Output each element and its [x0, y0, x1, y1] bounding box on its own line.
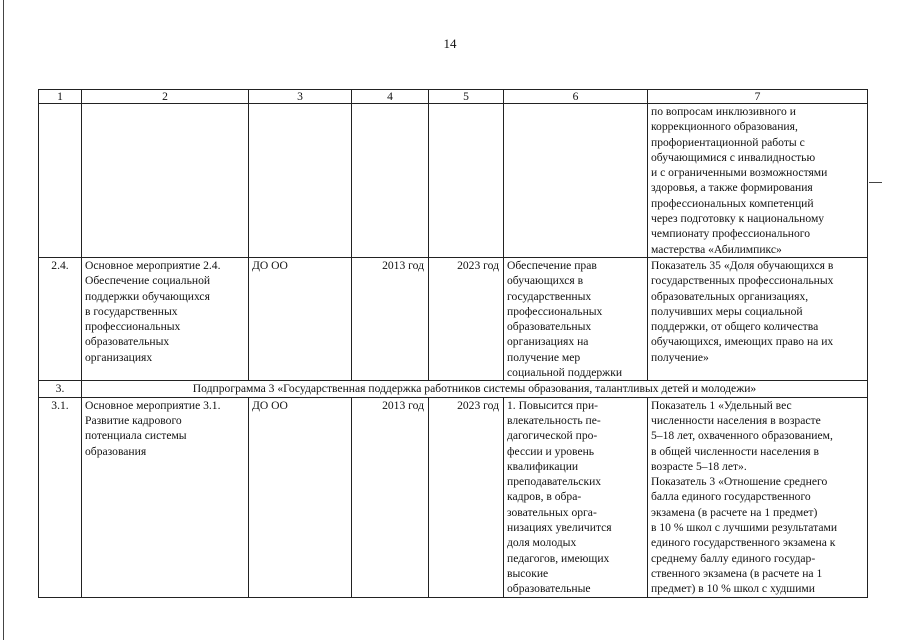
text-line: мастерства «Абилимпикс»	[651, 242, 782, 256]
cell-num: 3.1.	[39, 397, 82, 597]
text-line: предмет) в 10 % школ с худшими	[651, 582, 815, 596]
column-number: 7	[648, 90, 868, 104]
text-line: организациях на	[507, 335, 589, 349]
text-line: профессиональных компетенций	[651, 196, 814, 210]
text-line: чемпионату профессионального	[651, 227, 811, 241]
text-line: фессии и уровень	[507, 444, 595, 458]
text-line: получение»	[651, 350, 709, 364]
cell-num: 2.4.	[39, 257, 82, 380]
text-line: Основное мероприятие 3.1.	[85, 398, 221, 412]
text-line: социальной поддержки	[507, 366, 623, 380]
cell-result	[504, 257, 648, 380]
text-line: образовательных	[507, 320, 592, 334]
cell-start	[352, 104, 429, 258]
text-line: потенциала системы	[85, 429, 187, 443]
text-line: Развитие кадрового	[85, 413, 182, 427]
text-line: здоровья, а также формирования	[651, 181, 813, 195]
text-line: в государственных	[85, 304, 178, 318]
text-line: образовательных организациях,	[651, 289, 809, 303]
cell-end: 2023 год	[429, 257, 504, 380]
text-line: среднему баллу единого государ-	[651, 551, 816, 565]
table-row-2-4	[39, 257, 868, 380]
column-number: 4	[352, 90, 429, 104]
column-number: 6	[504, 90, 648, 104]
text-line: Показатель 35 «Доля обучающихся в	[651, 258, 834, 272]
page-edge-line	[3, 0, 4, 640]
text-line: образовательных	[85, 335, 170, 349]
cell-start: 2013 год	[352, 397, 429, 597]
cell-end: 2023 год	[429, 397, 504, 597]
text-line: педагогов, имеющих	[507, 551, 610, 565]
text-line: Показатель 3 «Отношение среднего	[651, 475, 828, 489]
text-line: обучающихся в	[507, 274, 584, 288]
cell-event	[82, 257, 249, 380]
text-line: дагогической про-	[507, 429, 598, 443]
text-line: Обеспечение социальной	[85, 274, 211, 288]
text-line: 5–18 лет, охваченного образованием,	[651, 429, 833, 443]
text-line: 1. Повысится при-	[507, 398, 599, 412]
cell-indicator	[648, 104, 868, 258]
text-line: получение мер	[507, 350, 581, 364]
text-line: доля молодых	[507, 536, 577, 550]
cell-executor: ДО ОО	[249, 257, 352, 380]
text-line: получивших меры социальной	[651, 304, 803, 318]
cell-result	[504, 397, 648, 597]
text-line: в общей численности населения в	[651, 444, 819, 458]
text-line: обучающихся, имеющих право на их	[651, 335, 834, 349]
column-number: 2	[82, 90, 249, 104]
column-number: 5	[429, 90, 504, 104]
text-line: государственных	[507, 289, 592, 303]
cell-event	[82, 104, 249, 258]
table-row-subprogram-3	[39, 381, 868, 397]
program-table	[38, 89, 868, 598]
cell-result	[504, 104, 648, 258]
cell-num	[39, 104, 82, 258]
cell-event	[82, 397, 249, 597]
text-line: поддержки, от общего количества	[651, 320, 819, 334]
text-line: влекательность пе-	[507, 413, 601, 427]
text-line: профессиональных	[85, 320, 181, 334]
text-line: организациях	[85, 350, 153, 364]
cell-start: 2013 год	[352, 257, 429, 380]
cell-end	[429, 104, 504, 258]
text-line: Основное мероприятие 2.4.	[85, 258, 221, 272]
cell-executor	[249, 104, 352, 258]
text-line: и с ограниченными возможностями	[651, 166, 828, 180]
text-line: обучающимися с инвалидностью	[651, 150, 816, 164]
text-line: профессиональных	[507, 304, 603, 318]
cell-indicator	[648, 397, 868, 597]
column-number: 1	[39, 90, 82, 104]
cell-executor: ДО ОО	[249, 397, 352, 597]
text-line: образовательные	[507, 582, 591, 596]
text-line: по вопросам инклюзивного и	[651, 105, 796, 118]
text-line: Обеспечение прав	[507, 258, 597, 272]
text-line: поддержки обучающихся	[85, 289, 210, 303]
margin-mark	[869, 182, 882, 183]
table-row-3-1	[39, 397, 868, 597]
subprogram-title: Подпрограмма 3 «Государственная поддержка работников системы образования, талантливых детей и молодежи»	[82, 381, 868, 397]
text-line: Показатель 1 «Удельный вес	[651, 398, 792, 412]
text-line: возрасте 5–18 лет».	[651, 459, 747, 473]
text-line: квалификации	[507, 459, 579, 473]
text-line: низациях увеличится	[507, 521, 612, 535]
text-line: кадров, в обра-	[507, 490, 582, 504]
text-line: через подготовку к национальному	[651, 212, 825, 226]
text-line: экзамена (в расчете на 1 предмет)	[651, 505, 818, 519]
text-line: профориентационной работы с	[651, 135, 805, 149]
text-line: численности населения в возрасте	[651, 413, 821, 427]
cell-indicator	[648, 257, 868, 380]
text-line: единого государственного экзамена к	[651, 536, 836, 550]
cell-num: 3.	[39, 381, 82, 397]
text-line: преподавательских	[507, 475, 602, 489]
text-line: балла единого государственного	[651, 490, 811, 504]
column-number-row	[39, 90, 868, 104]
text-line: высокие	[507, 566, 549, 580]
text-line: государственных профессиональных	[651, 274, 834, 288]
page-number: 14	[443, 36, 457, 51]
column-number: 3	[249, 90, 352, 104]
text-line: образования	[85, 444, 147, 458]
text-line: ственного экзамена (в расчете на 1	[651, 566, 823, 580]
text-line: коррекционного образования,	[651, 120, 798, 134]
table-row-continuation	[39, 104, 868, 258]
text-line: в 10 % школ с лучшими результатами	[651, 521, 838, 535]
text-line: зовательных орга-	[507, 505, 597, 519]
